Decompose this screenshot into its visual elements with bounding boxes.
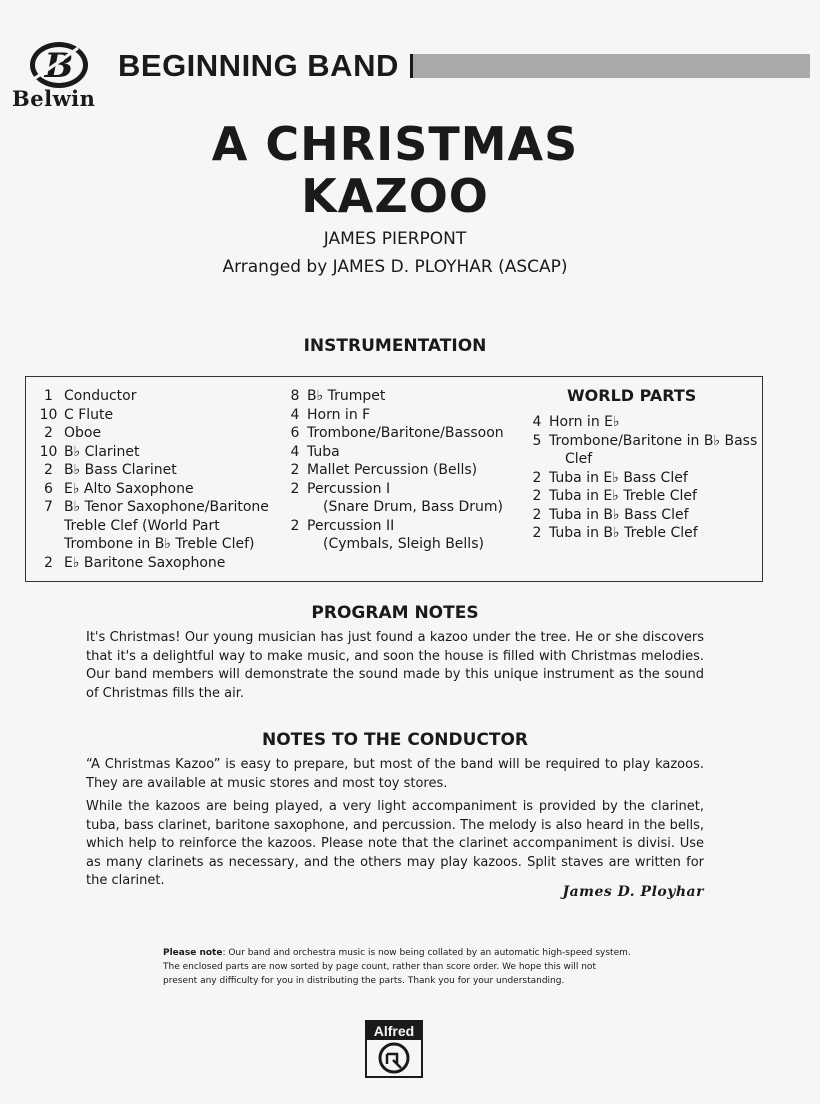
quantity: 2 bbox=[532, 469, 542, 486]
list-item bbox=[33, 461, 269, 480]
instrument-name: Horn in E♭ bbox=[549, 414, 620, 430]
instrument-list-2 bbox=[283, 387, 504, 554]
instrument-name: E♭ Baritone Saxophone bbox=[64, 554, 226, 571]
brand-name: Belwin bbox=[12, 86, 96, 111]
title-line-2: KAZOO bbox=[301, 169, 489, 223]
list-item bbox=[33, 498, 269, 517]
series-bar bbox=[410, 54, 810, 78]
quantity bbox=[283, 498, 307, 517]
instrumentation-heading: INSTRUMENTATION bbox=[303, 336, 487, 356]
quantity: 6 bbox=[44, 480, 53, 497]
piece-title bbox=[0, 118, 790, 222]
instrument-name: C Flute bbox=[64, 406, 114, 423]
quantity bbox=[33, 535, 64, 554]
instrument-name: (Cymbals, Sleigh Bells) bbox=[323, 536, 484, 552]
alfred-logo-icon bbox=[365, 1020, 423, 1078]
program-notes-heading: PROGRAM NOTES bbox=[311, 603, 479, 623]
instrument-name: (Snare Drum, Bass Drum) bbox=[323, 499, 503, 515]
list-item bbox=[283, 461, 504, 480]
instrument-name: Conductor bbox=[64, 388, 137, 404]
program-notes-text: It's Christmas! Our young musician has just found a kazoo under the tree. He or she discovers that it's a delightful way to make music, and soon the house is filled with Christmas melodies. Our band members will demonstrate the sound made by this unique instrument as the sound of Christmas fills the air. bbox=[86, 630, 704, 701]
instrument-name: Horn in F bbox=[307, 406, 371, 423]
instrument-name: Tuba bbox=[307, 443, 340, 460]
quantity: 8 bbox=[290, 388, 300, 404]
quantity: 4 bbox=[290, 406, 300, 423]
instrument-name: Treble Clef (World Part bbox=[64, 517, 220, 534]
list-item bbox=[33, 387, 269, 406]
quantity: 2 bbox=[44, 425, 53, 441]
quantity: 1 bbox=[44, 388, 53, 404]
world-parts-heading: WORLD PARTS bbox=[567, 386, 697, 405]
quantity: 2 bbox=[532, 488, 542, 504]
list-item bbox=[525, 469, 757, 488]
list-item bbox=[525, 413, 757, 432]
arranger: Arranged by JAMES D. PLOYHAR (ASCAP) bbox=[222, 257, 568, 277]
conductor-notes-paragraph-1: “A Christmas Kazoo” is easy to prepare, but most of the band will be required to play kazoos. They are available at music stores and most toy stores. bbox=[86, 757, 704, 791]
quantity: 10 bbox=[39, 443, 58, 460]
quantity: 2 bbox=[290, 462, 300, 478]
quantity: 2 bbox=[532, 506, 542, 523]
please-note bbox=[163, 946, 633, 988]
quantity: 6 bbox=[290, 425, 300, 441]
conductor-notes-heading: NOTES TO THE CONDUCTOR bbox=[261, 730, 529, 750]
instrument-name: Mallet Percussion (Bells) bbox=[307, 462, 478, 478]
list-item bbox=[525, 450, 757, 469]
quantity: 4 bbox=[532, 414, 542, 430]
list-item bbox=[283, 535, 504, 554]
instrument-name: B♭ Tenor Saxophone/Baritone bbox=[64, 499, 269, 515]
conductor-notes-paragraph-2: While the kazoos are being played, a very light accompaniment is provided by the clarinet, tuba, bass clarinet, baritone saxophone, and percussion. The melody is also heard in the bells, which help to reinforce the kazoos. Please note that the clarinet accompaniment is divisi. Use as many clarinets as necessary, and the others may play kazoos. Split staves are written for the clarinet. bbox=[86, 799, 704, 888]
list-item bbox=[525, 487, 757, 506]
quantity: 2 bbox=[532, 525, 542, 541]
quantity: 5 bbox=[532, 432, 542, 449]
list-item bbox=[525, 432, 757, 451]
instrument-name: Trombone/Baritone/Bassoon bbox=[307, 425, 504, 441]
list-item bbox=[283, 517, 504, 536]
belwin-logo-icon bbox=[28, 40, 90, 90]
quantity: 2 bbox=[44, 554, 53, 571]
quantity: 10 bbox=[39, 406, 58, 423]
list-item bbox=[33, 535, 269, 554]
instrument-name: Tuba in B♭ Bass Clef bbox=[549, 506, 689, 523]
quantity: 2 bbox=[290, 480, 300, 497]
list-item bbox=[525, 524, 757, 543]
instrument-name: E♭ Alto Saxophone bbox=[64, 480, 194, 497]
quantity: 7 bbox=[44, 499, 53, 515]
instrument-name: Trombone in B♭ Treble Clef) bbox=[64, 536, 255, 552]
instrument-name: B♭ Trumpet bbox=[307, 388, 386, 404]
please-note-label: Please note bbox=[163, 948, 223, 958]
instrument-name: Tuba in B♭ Treble Clef bbox=[549, 525, 698, 541]
instrument-name: B♭ Clarinet bbox=[64, 443, 140, 460]
world-parts-list bbox=[525, 413, 757, 543]
series-title: BEGINNING BAND bbox=[118, 48, 399, 83]
instrument-list-1 bbox=[33, 387, 269, 572]
list-item bbox=[283, 480, 504, 499]
quantity bbox=[525, 450, 549, 469]
instrument-name: Trombone/Baritone in B♭ Bass bbox=[549, 432, 758, 449]
list-item bbox=[283, 424, 504, 443]
instrument-name: Tuba in E♭ Treble Clef bbox=[549, 488, 697, 504]
svg-text:B: B bbox=[44, 46, 74, 86]
instrument-name: Tuba in E♭ Bass Clef bbox=[549, 469, 688, 486]
instrument-name: Oboe bbox=[64, 425, 102, 441]
list-item bbox=[33, 443, 269, 462]
list-item bbox=[283, 387, 504, 406]
list-item bbox=[283, 498, 504, 517]
composer: JAMES PIERPONT bbox=[323, 229, 467, 249]
instrument-name: Percussion II bbox=[307, 517, 395, 534]
list-item bbox=[33, 554, 269, 573]
list-item bbox=[33, 406, 269, 425]
quantity: 2 bbox=[44, 462, 53, 478]
title-line-1: A CHRISTMAS bbox=[211, 117, 579, 171]
list-item bbox=[283, 443, 504, 462]
arranger-signature: James D. Ployhar bbox=[562, 884, 704, 900]
publisher-name: Alfred bbox=[373, 1023, 415, 1039]
list-item bbox=[33, 517, 269, 536]
quantity: 2 bbox=[290, 517, 300, 534]
list-item bbox=[525, 506, 757, 525]
list-item bbox=[33, 480, 269, 499]
list-item bbox=[283, 406, 504, 425]
quantity bbox=[33, 517, 64, 536]
quantity bbox=[283, 535, 307, 554]
list-item bbox=[33, 424, 269, 443]
instrument-name: Percussion I bbox=[307, 480, 391, 497]
quantity: 4 bbox=[290, 443, 300, 460]
instrument-name: B♭ Bass Clarinet bbox=[64, 462, 177, 478]
instrument-name: Clef bbox=[565, 451, 593, 467]
please-note-text: : Our band and orchestra music is now being collated by an automatic high-speed system. The enclosed parts are now sorted by page count, rather than score order. We hope this will not present any difficulty for you in distributing the parts. Thank you for your understanding. bbox=[163, 948, 631, 986]
